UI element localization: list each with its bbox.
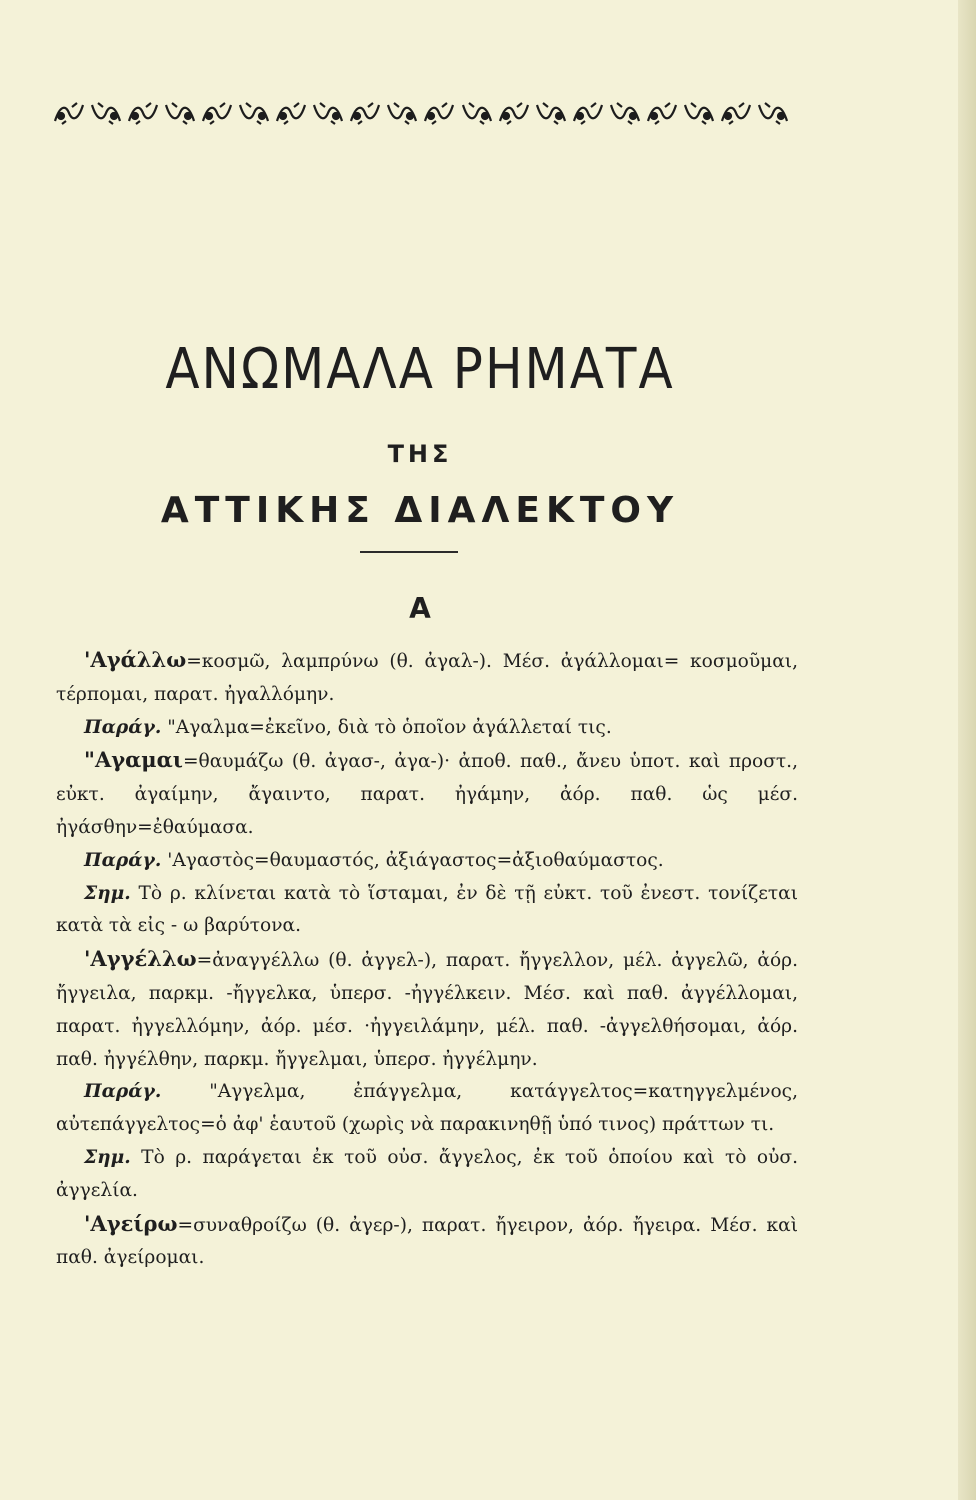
entry-simeiosi <box>56 878 798 944</box>
entry-simeiosi <box>56 1142 798 1208</box>
ornament-icon <box>311 101 345 125</box>
ornament-icon <box>460 101 494 125</box>
title-rule <box>360 551 458 553</box>
entry-label: Σημ. <box>84 882 131 904</box>
ornament-icon <box>756 101 790 125</box>
entry-text: =κοσμῶ, λαμπρύνω (θ. ἀγαλ-). Μέσ. ἀγάλλομαι= κοσμοῦμαι, τέρπομαι, παρατ. ἠγαλλόμην. <box>56 651 798 705</box>
entry-paragogi <box>56 1076 798 1142</box>
entry-paragogi <box>56 845 798 878</box>
entry-text: "Αγγελμα, ἐπάγγελμα, κατάγγελτος=κατηγγελμένος, αὐτεπάγγελτος=ὁ ἀφ' ἑαυτοῦ (χωρὶς νὰ παρακινηθῇ ὑπό τινος) πράττων τι. <box>56 1081 798 1136</box>
entry-paragogi <box>56 712 798 745</box>
entry-text: 'Αγαστὸς=θαυμαστός, ἀξιάγαστος=ἀξιοθαύμαστος. <box>161 849 664 871</box>
entry-label: Σημ. <box>84 1146 131 1168</box>
entry-text: Τὸ ρ. παράγεται ἐκ τοῦ οὐσ. ἄγγελος, ἐκ τοῦ ὁποίου καὶ τὸ οὐσ. ἀγγελία. <box>56 1146 798 1201</box>
page-title: ΑΝΩΜΑΛΑ ΡΗΜΑΤΑ <box>165 336 675 402</box>
entry-text: =θαυμάζω (θ. ἀγασ-, ἀγα-)· ἀποθ. παθ., ἄνευ ὑποτ. καὶ προστ., εὐκτ. ἀγαίμην, ἄγαιντο, παρατ. ἠγάμην, ἀόρ. παθ. ὡς μέσ. ἠγάσθην=ἐθαύμασα. <box>56 751 798 838</box>
ornament-icon <box>348 101 382 125</box>
entry-head: 'Αγείρω <box>84 1210 178 1236</box>
ornament-icon <box>571 101 605 125</box>
entry-label: Παράγ. <box>84 716 162 738</box>
subtitle-article: ΤΗΣ <box>387 440 453 468</box>
ornament-icon <box>682 101 716 125</box>
ornament-icon <box>422 101 456 125</box>
entry-text: =ἀναγγέλλω (θ. ἀγγελ-), παρατ. ἤγγελλον, μέλ. ἀγγελῶ, ἀόρ. ἤγγειλα, παρκμ. -ἤγγελκα, ὑπερσ. -ἠγγέλκειν. Μέσ. καὶ παθ. ἀγγέλλομαι, παρατ. ἠγγελλόμην, ἀόρ. μέσ. ·ἠγγειλάμην, μέλ. παθ. -ἀγγελθήσομαι, ἀόρ. παθ. ἠγγέλθην, παρκμ. ἤγγελμαι, ὑπερσ. ἠγγέλμην. <box>56 950 798 1070</box>
ornament-icon <box>163 101 197 125</box>
entry-text: "Αγαλμα=ἐκεῖνο, διὰ τὸ ὁποῖον ἀγάλλεταί τις. <box>161 716 612 738</box>
subtitle-dialect: ΑΤΤΙΚΗΣ ΔΙΑΛΕΚΤΟΥ <box>160 490 680 531</box>
ornament-icon <box>237 101 271 125</box>
ornament-band <box>52 98 790 128</box>
ornament-icon <box>497 101 531 125</box>
entry-agallo <box>56 644 798 712</box>
entry-head: 'Αγάλλω <box>84 647 187 672</box>
ornament-icon <box>274 101 308 125</box>
ornament-icon <box>719 101 753 125</box>
entry-label: Παράγ. <box>84 849 162 871</box>
entry-head: "Αγαμαι <box>84 747 183 773</box>
section-letter: Α <box>409 592 431 625</box>
ornament-icon <box>608 101 642 125</box>
entry-ageiro <box>56 1208 798 1276</box>
page-edge <box>958 0 976 1500</box>
entry-text: Τὸ ρ. κλίνεται κατὰ τὸ ἵσταμαι, ἐν δὲ τῇ εὐκτ. τοῦ ἐνεστ. τονίζεται κατὰ τὰ εἰς - ω βαρύτονα. <box>56 882 798 937</box>
ornament-icon <box>534 101 568 125</box>
entry-angello <box>56 943 798 1076</box>
ornament-icon <box>89 101 123 125</box>
ornament-icon <box>200 101 234 125</box>
ornament-icon <box>126 101 160 125</box>
ornament-icon <box>385 101 419 125</box>
entries-body <box>56 644 798 1275</box>
entry-head: 'Αγγέλλω <box>84 946 197 972</box>
ornament-icon <box>52 101 86 125</box>
entry-text: =συναθροίζω (θ. ἀγερ-), παρατ. ἤγειρον, ἀόρ. ἤγειρα. Μέσ. καὶ παθ. ἀγείρομαι. <box>56 1214 798 1269</box>
entry-agamai <box>56 744 798 844</box>
ornament-icon <box>645 101 679 125</box>
entry-label: Παράγ. <box>84 1081 162 1103</box>
